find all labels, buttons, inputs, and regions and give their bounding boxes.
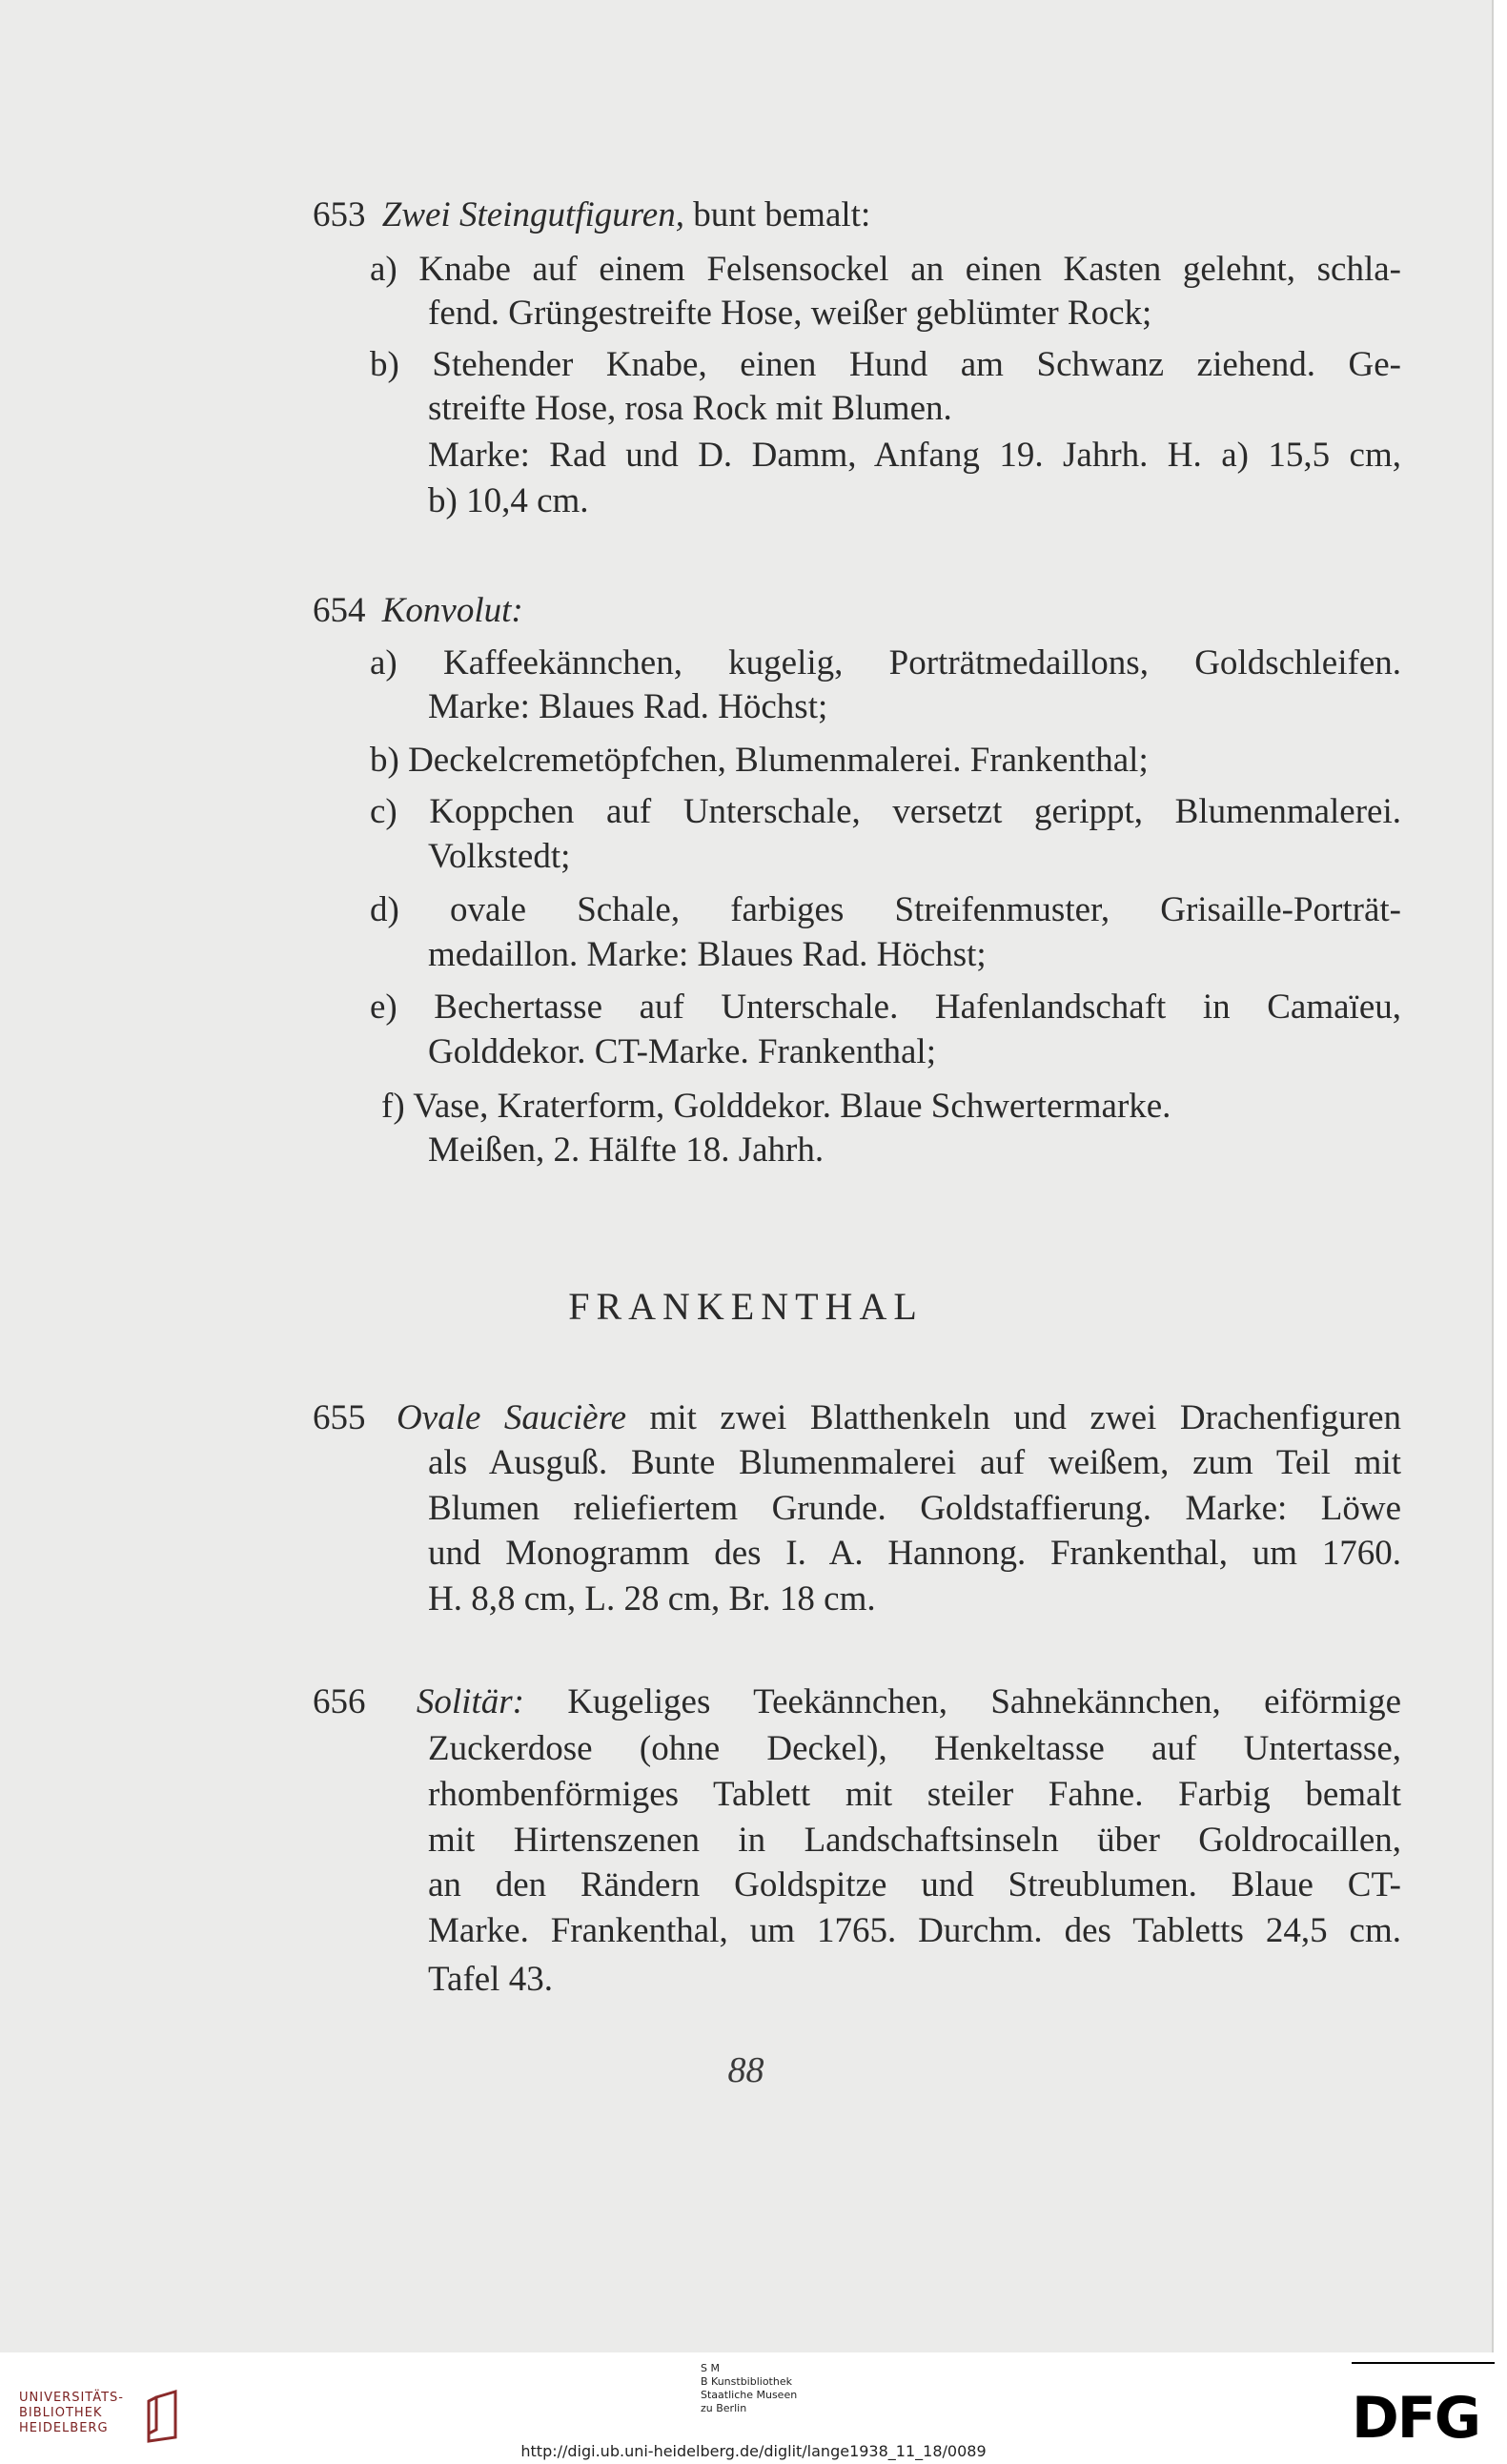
entry-line: H. 8,8 cm, L. 28 cm, Br. 18 cm. [428,1579,876,1619]
entry-line: medaillon. Marke: Blaues Rad. Höchst; [428,935,987,974]
entry-line: mit Hirtenszenen in Landschaftsinseln über Goldrocaillen, [428,1821,1401,1860]
entry-intro: bunt bemalt: [683,195,871,234]
entry-title: Ovale Saucière [397,1398,627,1437]
library-logo [19,2391,124,2436]
entry-line: d) ovale Schale, farbiges Streifenmuster, Grisaille-Porträt- [370,890,1401,929]
entry-line: rhombenförmiges Tablett mit steiler Fahne. Farbig bemalt [428,1775,1401,1814]
entry-line: Marke: Rad und D. Damm, Anfang 19. Jahrh. H. a) 15,5 cm, [428,436,1401,475]
entry-line: Marke. Frankenthal, um 1765. Durchm. des Tabletts 24,5 cm. [428,1911,1401,1950]
entry-number: 653 [313,195,366,234]
entry-line: Marke: Blaues Rad. Höchst; [428,687,828,726]
library-emblem-icon [143,2388,181,2443]
entry-line: Zuckerdose (ohne Deckel), Henkeltasse auf Untertasse, [428,1729,1401,1768]
entry-line: f) Vase, Kraterform, Golddekor. Blaue Schwertermarke. [381,1087,1171,1126]
entry-line: fend. Grüngestreifte Hose, weißer geblümter Rock; [428,294,1152,333]
entry-line: a) Kaffeekännchen, kugelig, Porträtmedaillons, Goldschleifen. [370,643,1401,682]
entry-title: Zwei Steingutfiguren, [381,195,684,234]
entry-line: b) 10,4 cm. [428,481,589,520]
entry-655-head [313,1396,1401,1440]
entry-line: a) Knabe auf einem Felsensockel an einen Kasten gelehnt, schla- [370,250,1401,289]
library-line: BIBLIOTHEK [19,2406,103,2420]
section-heading: FRANKENTHAL [568,1285,924,1328]
entry-line: und Monogramm des I. A. Hannong. Frankenthal, um 1760. [428,1534,1401,1573]
credit-line: Staatliche Museen [701,2389,798,2401]
dfg-rule [1352,2362,1495,2364]
dfg-logo: DFG [1352,2385,1480,2452]
entry-title: Solitär: [416,1682,524,1721]
credit-line: B Kunstbibliothek [701,2375,792,2388]
entry-line: Tafel 43. [428,1960,553,1999]
entry-line: Meißen, 2. Hälfte 18. Jahrh. [428,1130,825,1170]
entry-line: Golddekor. CT-Marke. Frankenthal; [428,1032,936,1071]
entry-line: c) Koppchen auf Unterschale, versetzt gerippt, Blumenmalerei. [370,792,1401,831]
entry-654-head [313,589,523,633]
entry-653-head [313,193,870,237]
entry-line: streifte Hose, rosa Rock mit Blumen. [428,389,952,428]
credit-line: S M [701,2362,720,2374]
entry-line: b) Stehender Knabe, einen Hund am Schwanz ziehend. Ge- [370,345,1401,384]
entry-line: b) Deckelcremetöpfchen, Blumenmalerei. Frankenthal; [370,741,1149,780]
entry-number: 654 [313,591,366,630]
entry-line: als Ausguß. Bunte Blumenmalerei auf weißem, zum Teil mit [428,1443,1401,1482]
entry-line: e) Bechertasse auf Unterschale. Hafenlandschaft in Camaïeu, [370,988,1401,1027]
entry-title: Konvolut: [381,591,523,630]
entry-line: Volkstedt; [428,837,571,876]
source-url[interactable]: http://digi.ub.uni-heidelberg.de/diglit/lange1938_11_18/0089 [520,2442,987,2460]
entry-number: 656 [313,1682,366,1721]
library-line: UNIVERSITÄTS- [19,2391,124,2405]
entry-656-head [313,1680,1401,1724]
museum-credit [701,2362,797,2415]
entry-number: 655 [313,1398,366,1437]
entry-line: Blumen reliefiertem Grunde. Goldstaffierung. Marke: Löwe [428,1489,1401,1528]
entry-line: Kugeliges Teekännchen, Sahnekännchen, eiförmige [523,1682,1401,1721]
library-line: HEIDELBERG [19,2421,109,2435]
credit-line: zu Berlin [701,2402,747,2414]
entry-line: an den Rändern Goldspitze und Streublumen. Blaue CT- [428,1865,1401,1904]
page-number: 88 [727,2050,764,2090]
entry-line: mit zwei Blatthenkeln und zwei Drachenfiguren [626,1398,1402,1437]
